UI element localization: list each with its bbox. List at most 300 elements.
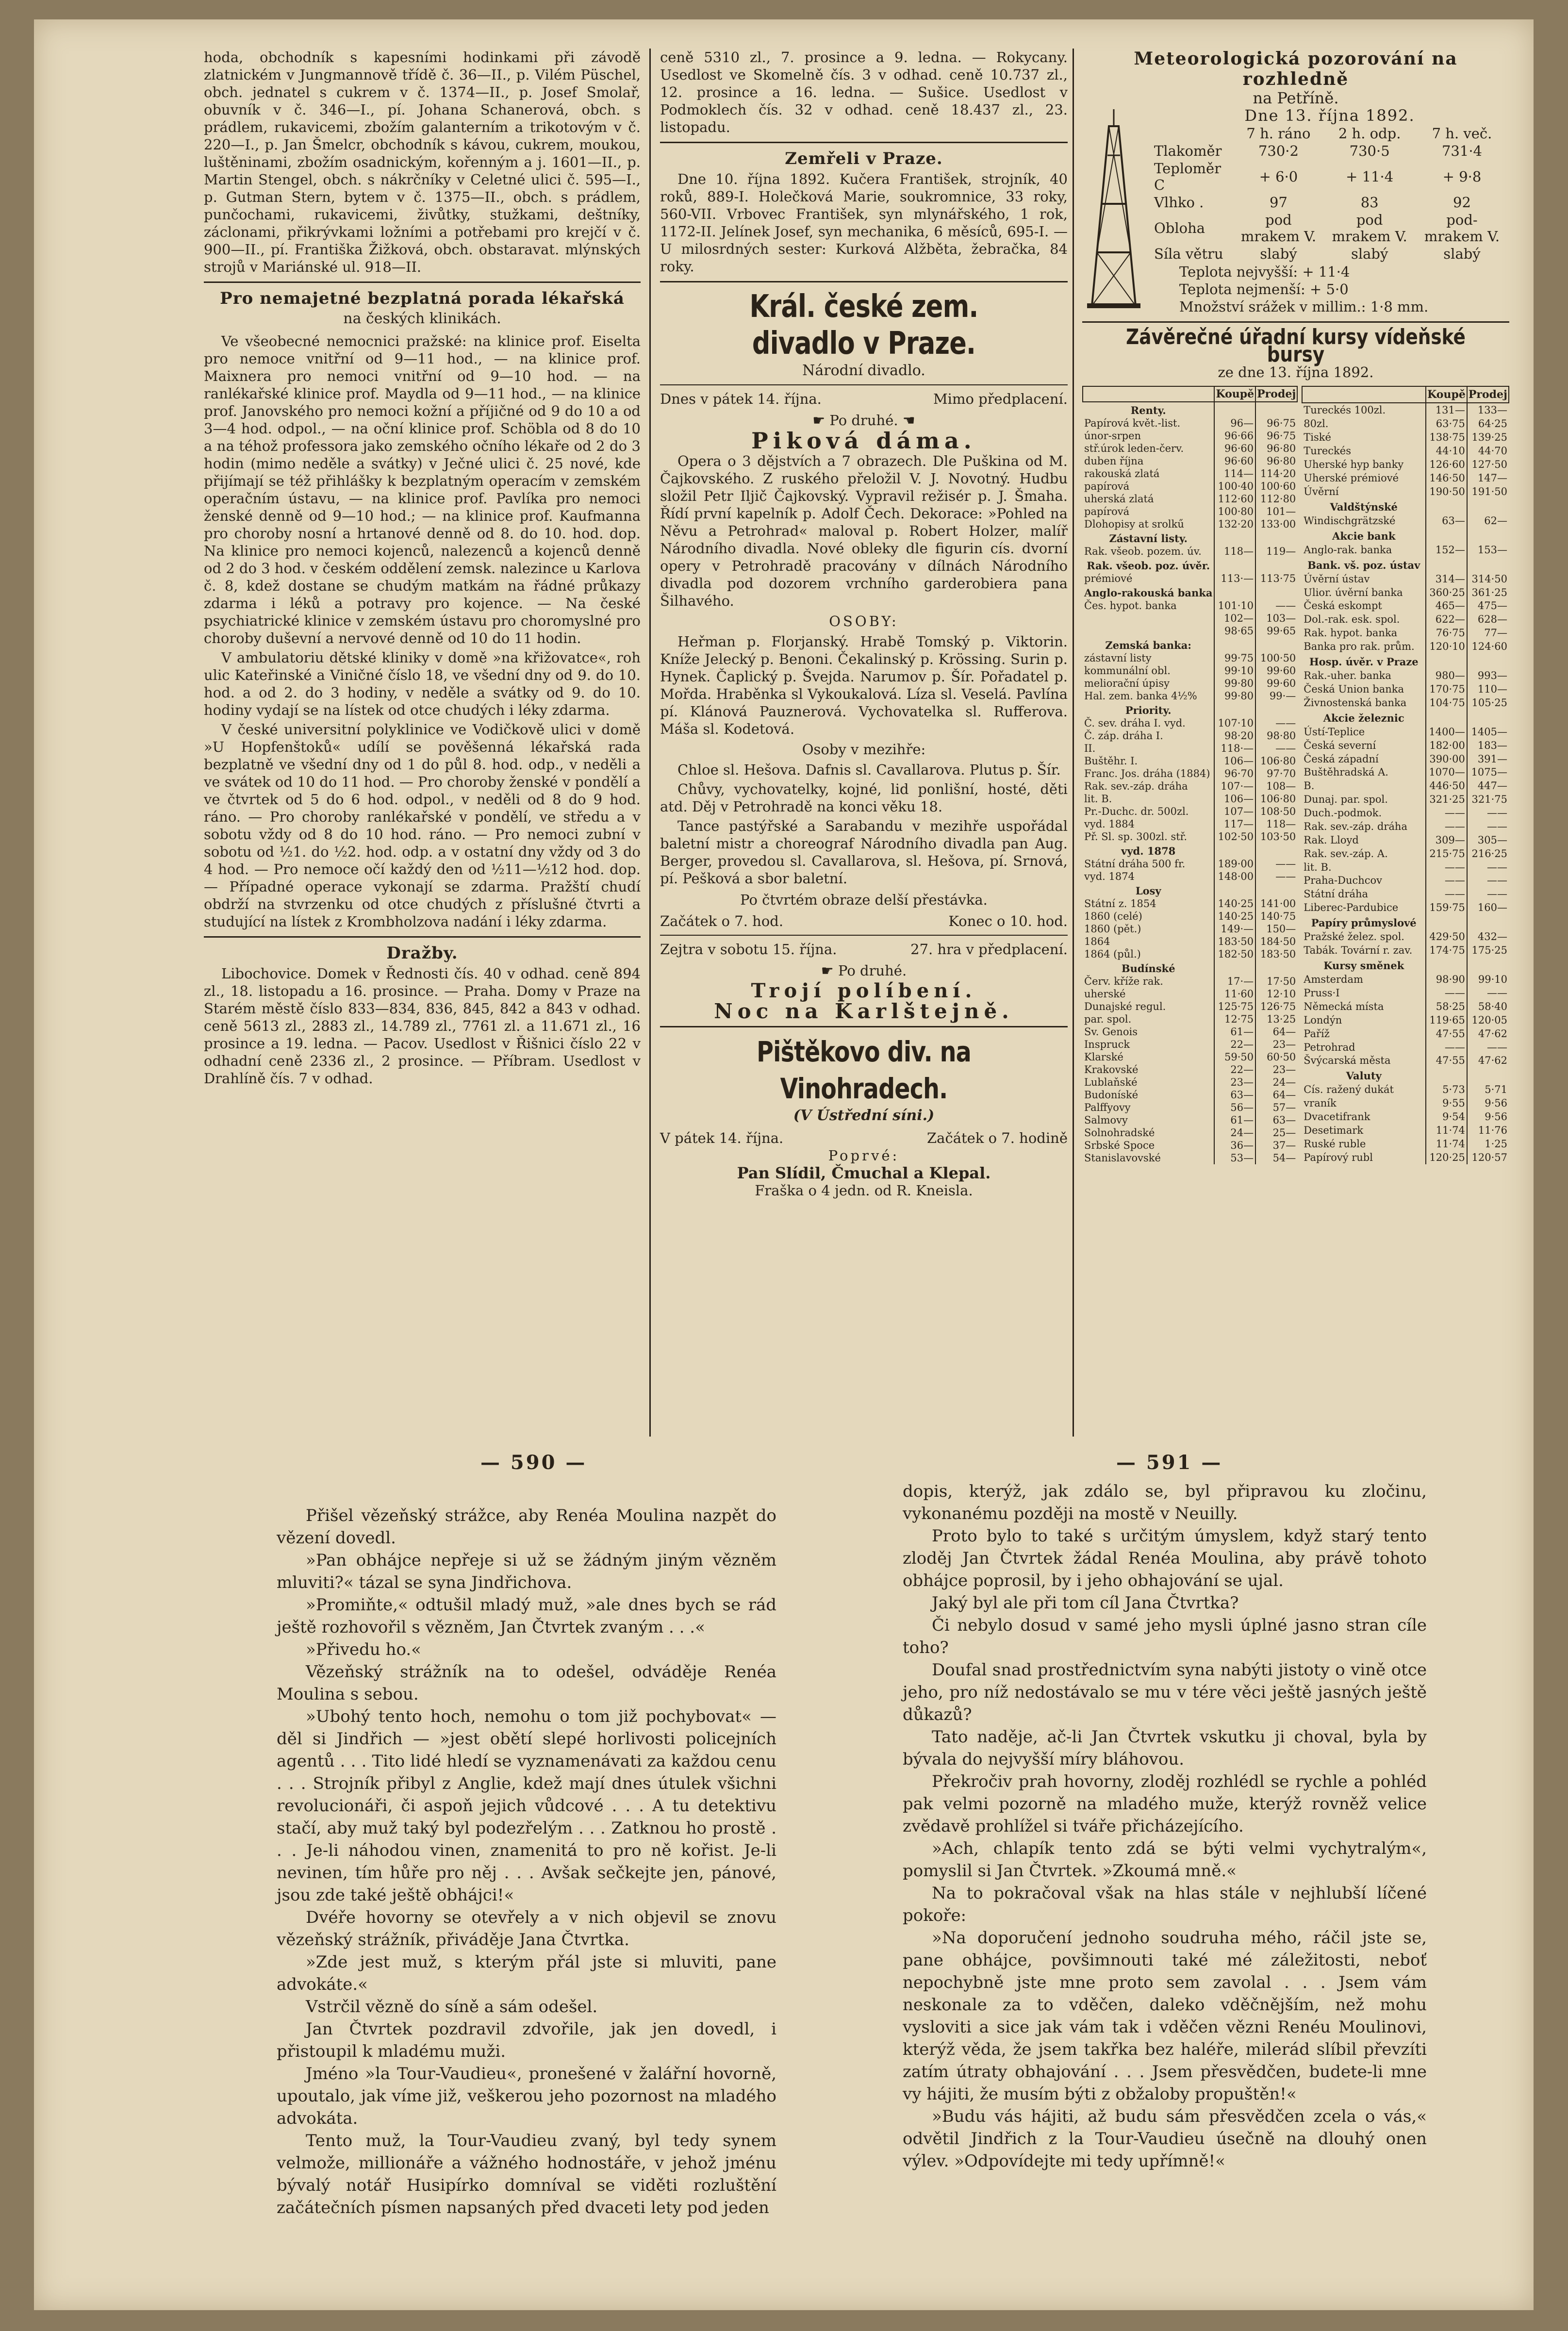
table-row xyxy=(1302,1000,1509,1013)
kurs-label-cell: Duch.-podmok. xyxy=(1304,807,1382,819)
table-row xyxy=(1302,710,1509,725)
table-row xyxy=(1302,779,1509,793)
kurs-header-row xyxy=(1302,386,1509,403)
kurs-value-cell xyxy=(1467,1067,1509,1083)
kurs-value-cell: 97·70 xyxy=(1255,767,1297,780)
table-row xyxy=(1302,752,1509,766)
kurs-value-cell: 99·80 xyxy=(1214,677,1255,690)
kurs-label-cell: Akcie železnic xyxy=(1323,711,1404,724)
meteo-row xyxy=(1151,246,1508,262)
meteo-cell: Teploměr C xyxy=(1154,160,1221,193)
kurs-value-cell: 100·80 xyxy=(1214,505,1255,518)
kurs-value-cell: 112·80 xyxy=(1255,493,1297,505)
kurs-value-cell: 22— xyxy=(1214,1038,1255,1051)
kurs-value-cell: 47·55 xyxy=(1426,1054,1467,1067)
kurs-value-cell: 11·76 xyxy=(1467,1124,1509,1137)
kurs-value-cell xyxy=(1467,653,1509,669)
kurs-label-cell: Krakovské xyxy=(1084,1064,1139,1075)
kurs-value-cell: 36— xyxy=(1214,1139,1255,1152)
kurs-label-cell: Windischgrätzské xyxy=(1304,514,1396,527)
kurs-value-cell: —— xyxy=(1255,870,1297,883)
kurs-label-cell: 1860 (celé) xyxy=(1084,910,1142,922)
table-row xyxy=(1302,1110,1509,1124)
kurs-label-cell: Dlohopisy at srolkű xyxy=(1084,518,1184,530)
kurs-value-cell: 446·50 xyxy=(1426,779,1467,793)
kurs-title: Závěrečné úřadní kursy vídeňské bursy xyxy=(1126,325,1466,367)
table-row xyxy=(1302,806,1509,820)
kurs-label-cell: vyd. 1884 xyxy=(1084,818,1135,830)
kurs-value-cell: 9·54 xyxy=(1426,1110,1467,1124)
kurs-value-cell xyxy=(1467,914,1509,930)
meteo-cell: 731·4 xyxy=(1441,143,1482,159)
kurs-value-cell: 103·50 xyxy=(1255,830,1297,843)
kurs-value-cell: 76·75 xyxy=(1426,626,1467,640)
kurs-label-cell: vyd. 1874 xyxy=(1084,871,1135,882)
novel-paragraph: Dvéře hovorny se otevřely a v nich objevil se znovu vězeňský strážník, přiváděje Jana Čtvrtka. xyxy=(277,1908,776,1950)
kurs-value-cell: 98·65 xyxy=(1214,625,1255,637)
kurs-value-cell: 63— xyxy=(1214,1089,1255,1101)
kurs-value-cell: 215·75 xyxy=(1426,847,1467,860)
kurs-value-cell: 432— xyxy=(1467,930,1509,943)
table-row xyxy=(1302,1137,1509,1151)
kurs-value-cell: 114— xyxy=(1214,467,1255,480)
kurs-value-cell: 5·73 xyxy=(1426,1083,1467,1096)
kurs-value-cell: 114·20 xyxy=(1255,467,1297,480)
novel-paragraph: Tato naděje, ač-li Jan Čtvrtek vskutku ji choval, byla by bývala do nejvyšší míry bláhovou. xyxy=(903,1727,1427,1769)
kurs-value-cell xyxy=(1426,710,1467,725)
kurs-value-cell: 102·50 xyxy=(1214,830,1255,843)
table-row xyxy=(1302,986,1509,1000)
kurs-value-cell: 309— xyxy=(1426,833,1467,847)
kurs-value-cell: 11·74 xyxy=(1426,1124,1467,1137)
kurs-value-cell: 139·25 xyxy=(1467,430,1509,444)
kurs-label-cell: Liberec-Pardubice xyxy=(1304,902,1399,914)
kurs-value-cell: 13·25 xyxy=(1255,1013,1297,1025)
kurs-label-cell: zástavní listy xyxy=(1084,652,1152,664)
kurs-value-cell: 44·70 xyxy=(1467,444,1509,458)
kurs-label-cell: Tureckés xyxy=(1304,445,1351,457)
kurs-label-cell: Paříž xyxy=(1304,1027,1330,1040)
novel-paragraph: Jan Čtvrtek pozdravil zdvořile, jak jen dovedl, i přistoupil k mladému muži. xyxy=(277,2019,776,2061)
kurs-label-cell: Inspruck xyxy=(1084,1039,1130,1050)
kurs-label-cell: Pr.-Duchc. dr. 500zl. xyxy=(1084,806,1189,817)
meteo-cell: pod mrakem V. xyxy=(1240,212,1317,245)
table-row xyxy=(1083,690,1297,702)
kurs-label-cell: kommunální obl. xyxy=(1084,665,1171,677)
meteo-header-cell: 7 h. ráno xyxy=(1246,125,1311,142)
table-row xyxy=(1083,755,1297,767)
kurs-label-cell: Budoníské xyxy=(1084,1089,1139,1101)
kurs-value-cell: 174·75 xyxy=(1426,943,1467,957)
kurs-value-cell: 106— xyxy=(1214,755,1255,767)
novel-paragraph: dopis, kterýž, jak zdálo se, byl připravou ku zločinu, vykonanému později na mostě v Neuilly. xyxy=(903,1482,1427,1523)
novel-paragraph: »Přivedu ho.« xyxy=(306,1640,421,1659)
kurs-value-cell: 47·62 xyxy=(1467,1054,1509,1067)
table-row xyxy=(1302,930,1509,943)
kurs-label-cell: Praha-Duchcov xyxy=(1304,875,1383,887)
table-row xyxy=(1083,1000,1297,1013)
kurs-label-cell: Česká severní xyxy=(1304,739,1376,751)
kurs-value-cell xyxy=(1426,957,1467,973)
table-row xyxy=(1302,417,1509,430)
kurs-label-cell: Desetimark xyxy=(1304,1124,1364,1137)
meteo-row xyxy=(1151,194,1508,211)
kurs-value-cell xyxy=(1467,557,1509,572)
meteo-cell: Obloha xyxy=(1154,220,1205,236)
kurs-value-cell: 11·60 xyxy=(1214,988,1255,1000)
table-row xyxy=(1302,612,1509,626)
kurs-value-cell: 118— xyxy=(1214,545,1255,558)
kurs-value-cell: 429·50 xyxy=(1426,930,1467,943)
table-row xyxy=(1302,887,1509,901)
kurs-label-cell: 1864 xyxy=(1084,936,1110,947)
meteo-date: Dne 13. října 1892. xyxy=(1244,106,1415,125)
deaths-heading: Zemřeli v Praze. xyxy=(785,149,943,168)
meteo-cell: + 11·4 xyxy=(1346,168,1394,185)
kurs-value-cell: 37— xyxy=(1255,1139,1297,1152)
play-title-noc-na-karlstejne: Noc na Karlštejně. xyxy=(714,999,1014,1023)
table-row xyxy=(1083,1063,1297,1076)
kurs-value-cell: 993— xyxy=(1467,669,1509,682)
novel-column-right xyxy=(903,1480,1427,2172)
kurs-value-cell: 57— xyxy=(1255,1101,1297,1114)
table-row xyxy=(1083,1038,1297,1051)
kurs-value-cell xyxy=(1214,883,1255,897)
kurs-value-cell: 132·20 xyxy=(1214,518,1255,530)
kurs-value-cell: 5·71 xyxy=(1467,1083,1509,1096)
kurs-value-cell: 105·25 xyxy=(1467,696,1509,710)
table-row xyxy=(1083,664,1297,677)
kurs-label-cell: Pruss·I xyxy=(1304,987,1340,999)
kurs-value-cell: 12·10 xyxy=(1255,988,1297,1000)
novel-paragraph: Či nebylo dosud v samé jeho mysli úplné jasno stran cíle toho? xyxy=(903,1616,1427,1657)
kurs-value-cell: —— xyxy=(1426,887,1467,901)
table-row xyxy=(1302,1124,1509,1137)
novel-paragraph: »Ubohý tento hoch, nemohu o tom již pochybovat« — děl si Jindřich — »jest obětí slepé horlivosti policejních agentů . . . Tito lidé hledí se vyznamenávati za každou cenu . . . Strojník přibyl z Anglie, kdež mají dnes útulek všichni revolucionáři, či aspoň jejich vůdcové . . . A tu detektivu stačí, aby muž taký byl podezřelým . . . Zatknou ho prostě . . . Je-li náhodou vinen, znamenitá to pro ně kořist. Je-li nevinen, tím hůře pro něj . . . Avšak sečkejte jen, pánové, jsou zde také ještě obhájci!« xyxy=(277,1707,776,1905)
table-row xyxy=(1083,599,1297,612)
kurs-value-cell: 96·70 xyxy=(1214,767,1255,780)
kurs-label-cell: Rak. Lloyd xyxy=(1304,834,1359,846)
table-row xyxy=(1083,702,1297,717)
kurs-label-cell: uherské xyxy=(1084,988,1126,1000)
kurs-value-cell: 63— xyxy=(1255,1114,1297,1126)
table-row xyxy=(1083,1089,1297,1101)
kurs-value-cell: 11·74 xyxy=(1426,1137,1467,1151)
opening-text-2: ceně 5310 zl., 7. prosince a 9. ledna. — Rokycany. Usedlost ve Skomelně čís. 3 v odhad. ceně 10.737 zl., 12. prosince a 16. ledna. — Sušice. Usedlost v Podmoklech čís. 32 v odhad. ceně 18.437 zl., 23. listopadu. xyxy=(660,49,1068,135)
meteo-cell: 730·2 xyxy=(1258,143,1299,159)
table-row xyxy=(1083,742,1297,755)
kurs-value-cell: 44·10 xyxy=(1426,444,1467,458)
table-row xyxy=(1302,1067,1509,1083)
kurs-value-cell: —— xyxy=(1467,887,1509,901)
kurs-label-cell: Německá místa xyxy=(1304,1000,1384,1012)
kurs-label-cell: par. spol. xyxy=(1084,1013,1132,1025)
kurs-label-cell xyxy=(1083,612,1214,625)
kurs-value-cell: 56— xyxy=(1214,1101,1255,1114)
meteo-title: Meteorologická pozorování na rozhledně xyxy=(1134,49,1458,89)
kurs-label-cell: stř.úrok leden-červ. xyxy=(1084,443,1184,454)
kurs-value-cell: —— xyxy=(1426,806,1467,820)
kurs-label-cell: Budínské xyxy=(1121,962,1175,975)
kurs-value-cell xyxy=(1467,528,1509,543)
kurs-value-cell: 77— xyxy=(1467,626,1509,640)
kurs-label-cell: Dunajské regul. xyxy=(1084,1001,1166,1012)
kurs-value-cell xyxy=(1467,710,1509,725)
kurs-value-cell: 108— xyxy=(1255,780,1297,793)
kurs-label-cell: Akcie bank xyxy=(1332,529,1396,542)
kurs-label-cell: Srbské Spoce xyxy=(1084,1140,1155,1151)
kurs-header-cell: Prodej xyxy=(1467,386,1509,403)
kurs-label-cell: Renty. xyxy=(1130,404,1166,416)
divider xyxy=(660,1026,1068,1027)
kurs-label-cell: duben října xyxy=(1084,455,1144,467)
kurs-value-cell xyxy=(1426,498,1467,513)
kurs-label-cell: Hosp. úvěr. v Praze xyxy=(1309,656,1419,668)
kurs-label-cell: Červ. kříže rak. xyxy=(1084,975,1163,987)
table-row xyxy=(1083,677,1297,690)
kurs-table-right xyxy=(1302,386,1509,1164)
kurs-label-cell: Státní dráha 500 fr. xyxy=(1084,858,1186,870)
kurs-value-cell: 153— xyxy=(1467,543,1509,557)
meteo-header-cell: 7 h. več. xyxy=(1432,125,1492,142)
meteo-extra-1: Teplota nejvyšší: + 11·4 xyxy=(1179,264,1350,280)
kurs-value-cell: 103— xyxy=(1255,612,1297,625)
kurs-label-cell: meliorační úpisy xyxy=(1084,678,1170,689)
kurs-value-cell: 99·65 xyxy=(1255,625,1297,637)
table-row xyxy=(1083,480,1297,493)
meteo-cell: 97 xyxy=(1270,194,1287,211)
kurs-value-cell: 126·75 xyxy=(1255,1000,1297,1013)
kurs-label-cell: prémiové xyxy=(1084,573,1133,584)
table-row xyxy=(1302,696,1509,710)
kurs-value-cell: 190·50 xyxy=(1426,485,1467,498)
table-row xyxy=(1302,485,1509,498)
kurs-label-cell: Sv. Genois xyxy=(1084,1026,1138,1038)
novel-paragraph: Přišel vězeňský strážce, aby Renéa Moulina nazpět do vězení dovedl. xyxy=(277,1506,776,1548)
medical-heading: Pro nemajetné bezplatná porada lékařská xyxy=(220,289,625,308)
kurs-value-cell: —— xyxy=(1467,874,1509,888)
novel-paragraph: »Na doporučení jednoho soudruha mého, ráčil jste se, pane obhájce, povšimnouti také mé záležitosti, neboť nepochybně jste mne proto sem zavolal . . . Jsem vám neskonale za to vděčen, daleko vděčnějším, než mohu vysloviti a sice jak vám tak i vděčen vězni Renéu Moulinovi, kterýž věda, že jsem takřka bez haléře, milerád slíbil převzíti zatím útraty obhajování . . . Jsem přesvědčen, budete-li mne vy hájiti, že musím býti z obžaloby propuštěn!« xyxy=(903,1928,1427,2104)
kurs-label-cell: Anglo-rakouská banka xyxy=(1084,587,1213,599)
table-row xyxy=(1083,780,1297,793)
kurs-label-cell: Solnohradské xyxy=(1084,1127,1155,1139)
table-row xyxy=(1302,640,1509,653)
meteo-cell: pod- mrakem V. xyxy=(1424,212,1500,245)
kurs-value-cell xyxy=(1426,1067,1467,1083)
kurs-tables xyxy=(1082,386,1509,1164)
meteo-extra-2: Teplota nejmenší: + 5·0 xyxy=(1179,281,1349,298)
kurs-value-cell: 133·00 xyxy=(1255,518,1297,530)
table-row xyxy=(1083,767,1297,780)
kurs-value-cell: 120·57 xyxy=(1467,1151,1509,1164)
kurs-value-cell: 146·50 xyxy=(1426,471,1467,485)
date-right: Mimo předplacení. xyxy=(933,391,1068,407)
table-row xyxy=(1083,830,1297,843)
kurs-value-cell: —— xyxy=(1426,1041,1467,1054)
meteo-row xyxy=(1151,143,1508,159)
kurs-label-cell: Rak. všeob. pozem. úv. xyxy=(1084,546,1202,557)
kurs-value-cell: 9·56 xyxy=(1467,1096,1509,1110)
kurs-value-cell: 58·40 xyxy=(1467,1000,1509,1013)
kurs-value-cell: 980— xyxy=(1426,669,1467,682)
kurs-value-cell: 119·65 xyxy=(1426,1013,1467,1027)
kurs-value-cell: 47·55 xyxy=(1426,1027,1467,1041)
kurs-value-cell: 102— xyxy=(1214,612,1255,625)
kurs-value-cell: —— xyxy=(1467,820,1509,833)
kurs-value-cell: 305— xyxy=(1467,833,1509,847)
kurs-value-cell: 64·25 xyxy=(1467,417,1509,430)
opening-text: hoda, obchodník s kapesními hodinkami při závodě zlatnickém v Jungmannově třídě č. 36—II., p. Vilém Püschel, obch. jednatel s cukrem v č. 1374—II., p. Josef Smolař, obuvník v č. 346—I., pí. Johana Schanerová, obch. s prádlem, rukavicemi, zbožím galanterním a trikotovým v č. 220—I., p. Jan Šmelcr, obchodník s kávou, cukrem, moukou, luštěninami, zbožím osadnickým, kořenným a j. 1601—II., p. Martin Stengel, obch. s nákrčníky v Celetné ulici č. 595—I., p. Gutman Stern, bytem v č. 1375—II., obch. s prádlem, punčochami, rukavicemi, živůtky, stužkami, deštníky, záclonami, přikrývkami ložními a potřebami pro krejčí v č. 900—II., pí. Františka Žižková, obch. obstaravat. mlýnských strojů v Mariánské ul. 918—II. xyxy=(204,49,641,275)
table-row xyxy=(1083,585,1297,599)
kurs-value-cell: 120·10 xyxy=(1426,640,1467,653)
kurs-value-cell: 361·25 xyxy=(1467,586,1509,599)
kurs-date: ze dne 13. října 1892. xyxy=(1218,364,1374,380)
kurs-table-left xyxy=(1082,386,1298,1164)
kurs-value-cell xyxy=(1467,498,1509,513)
kurs-value-cell: 24— xyxy=(1214,1126,1255,1139)
table-row xyxy=(1083,417,1297,430)
table-row xyxy=(1083,729,1297,742)
page-number-right: — 591 — xyxy=(1116,1451,1223,1474)
kurs-value-cell: 138·75 xyxy=(1426,430,1467,444)
kurs-value-cell: 99·60 xyxy=(1255,664,1297,677)
kurs-label-cell: Valuty xyxy=(1346,1070,1382,1082)
kurs-value-cell: 175·25 xyxy=(1467,943,1509,957)
meteo-title-2: na Petříně. xyxy=(1253,89,1339,107)
meteo-header-cell xyxy=(1151,125,1233,142)
kurs-value-cell: 96·75 xyxy=(1255,417,1297,430)
kurs-value-cell: 191·50 xyxy=(1467,485,1509,498)
kurs-label-cell: papírová xyxy=(1084,480,1130,492)
table-row xyxy=(1302,1151,1509,1164)
table-row xyxy=(1083,1013,1297,1025)
po-druhe: ☛ Po druhé. ☚ xyxy=(812,412,915,429)
kurs-value-cell xyxy=(1214,960,1255,975)
kurs-label-cell: Ústí-Teplice xyxy=(1304,726,1365,738)
table-row xyxy=(1083,442,1297,455)
kurs-label-cell: Úvěrní xyxy=(1304,485,1339,497)
kurs-value-cell: 465— xyxy=(1426,599,1467,612)
kurs-label-cell: Lublaňské xyxy=(1084,1076,1138,1088)
kurs-value-cell: 99·60 xyxy=(1255,677,1297,690)
kurs-value-cell: 98·90 xyxy=(1426,973,1467,986)
table-row xyxy=(1302,514,1509,528)
kurs-value-cell: 58·25 xyxy=(1426,1000,1467,1013)
play-title-pan-slidil: Pan Slídil, Čmuchal a Klepal. xyxy=(737,1164,991,1182)
kurs-value-cell: 131— xyxy=(1426,403,1467,417)
table-row xyxy=(1083,652,1297,664)
kurs-value-cell xyxy=(1255,402,1297,417)
kurs-label-cell: 80zl. xyxy=(1304,418,1329,430)
divider xyxy=(660,935,1068,936)
kurs-label-cell: Banka pro rak. prům. xyxy=(1304,641,1415,653)
kurs-label-cell: Česká západní xyxy=(1304,753,1379,765)
kurs-value-cell xyxy=(1214,637,1255,652)
play-title-troji-polibeni: Trojí políbení. xyxy=(751,979,977,1002)
table-row xyxy=(1083,1101,1297,1114)
kurs-value-cell: 53— xyxy=(1214,1152,1255,1164)
table-row xyxy=(1302,874,1509,888)
tomorrow-line xyxy=(660,941,1068,958)
kurs-value-cell: 189·00 xyxy=(1214,858,1255,870)
table-row xyxy=(1083,1076,1297,1089)
table-row xyxy=(1083,805,1297,818)
meteo-cell: slabý xyxy=(1443,246,1481,262)
table-row xyxy=(1302,725,1509,739)
kurs-label-cell: Papírová květ.-list. xyxy=(1084,417,1181,429)
table-row xyxy=(1302,653,1509,669)
kurs-label-cell: Buštěhr. I. xyxy=(1084,755,1138,767)
kurs-value-cell: 100·40 xyxy=(1214,480,1255,493)
kurs-value-cell: 96·60 xyxy=(1214,455,1255,467)
kurs-value-cell: —— xyxy=(1426,986,1467,1000)
table-row xyxy=(1083,717,1297,729)
kurs-value-cell: 321·75 xyxy=(1467,793,1509,806)
novel-paragraph: Vstrčil vězně do síně a sám odešel. xyxy=(306,1997,598,2017)
kurs-value-cell: 23— xyxy=(1255,1063,1297,1076)
table-row xyxy=(1302,1096,1509,1110)
kurs-value-cell: 62— xyxy=(1467,514,1509,528)
kurs-value-cell: 96— xyxy=(1214,417,1255,430)
kurs-value-cell: 133— xyxy=(1467,403,1509,417)
meteo-block xyxy=(1082,107,1509,315)
kurs-label-cell: Buštěhradská A. xyxy=(1304,766,1388,778)
kurs-label-cell: II. xyxy=(1084,743,1096,754)
kurs-header-cell: Koupě xyxy=(1426,386,1467,403)
kurs-label-cell: rakouská zlatá xyxy=(1084,468,1160,479)
kurs-label-cell: Ulior. úvěrní banka xyxy=(1304,586,1403,598)
kurs-value-cell: 140·25 xyxy=(1214,897,1255,910)
kurs-label-cell xyxy=(1083,625,1214,637)
kurs-value-cell: 141·00 xyxy=(1255,897,1297,910)
kurs-value-cell: 147— xyxy=(1467,471,1509,485)
theater2-date-right: Začátek o 7. hodině xyxy=(927,1130,1068,1146)
kurs-header-cell xyxy=(1302,386,1426,403)
kurs-value-cell xyxy=(1255,637,1297,652)
kurs-value-cell xyxy=(1255,585,1297,599)
kurs-value-cell: 1075— xyxy=(1467,766,1509,779)
kurs-label-cell: Papírový rubl xyxy=(1304,1151,1373,1163)
table-row xyxy=(1083,975,1297,988)
meteo-extra-3: Množství srážek v millim.: 1·8 mm. xyxy=(1179,298,1429,315)
kurs-value-cell: 96·60 xyxy=(1214,442,1255,455)
kurs-label-cell: vyd. 1878 xyxy=(1121,845,1176,857)
kurs-value-cell: 107·10 xyxy=(1214,717,1255,729)
osoby-heading: OSOBY: xyxy=(829,613,899,629)
kurs-value-cell: 183·50 xyxy=(1214,935,1255,948)
kurs-label-cell: 1860 (pět.) xyxy=(1084,923,1141,935)
kurs-value-cell: 107·— xyxy=(1214,780,1255,793)
kurs-value-cell: 64— xyxy=(1255,1089,1297,1101)
kurs-value-cell: 314·50 xyxy=(1467,572,1509,586)
table-row xyxy=(1302,669,1509,682)
meteo-cell: Síla větru xyxy=(1154,246,1223,262)
kurs-label-cell: Dunaj. par. spol. xyxy=(1304,794,1388,806)
kurs-value-cell xyxy=(1255,960,1297,975)
kurs-label-cell: Priority. xyxy=(1125,704,1172,716)
kurs-value-cell xyxy=(1214,530,1255,545)
kurs-value-cell: 96·80 xyxy=(1255,442,1297,455)
kurs-value-cell: 59·50 xyxy=(1214,1051,1255,1063)
theater2-title: Pištěkovo div. na Vinohradech. xyxy=(757,1035,971,1105)
kurs-value-cell: 96·80 xyxy=(1255,455,1297,467)
table-row xyxy=(1083,843,1297,858)
table-row xyxy=(1302,599,1509,612)
kurs-value-cell: 113·— xyxy=(1214,572,1255,585)
kurs-label-cell: Švýcarská města xyxy=(1304,1055,1391,1067)
kurs-label-cell: Státní z. 1854 xyxy=(1084,898,1156,909)
kurs-label-cell: Cís. ražený dukát xyxy=(1304,1084,1394,1096)
